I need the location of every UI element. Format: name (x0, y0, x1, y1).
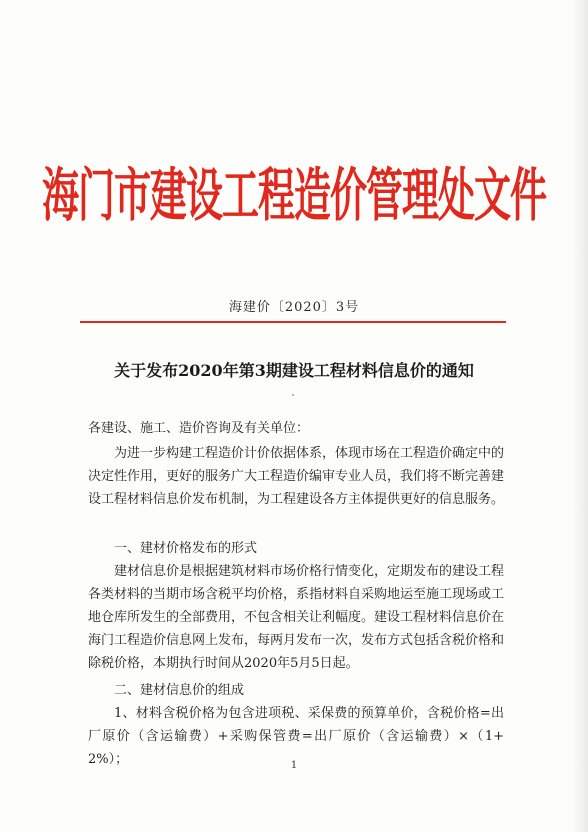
paragraph-price-form: 建材信息价是根据建筑材料市场价格行情变化，定期发布的建设工程各类材料的当期市场含税平均价格，系指材料自采购地运至施工现场或工地仓库所发生的全部费用，不包含相关让利幅度。建设工程材料信息价在海门工程造价信息网上发布，每两月发布一次，发布方式包括含税价格和除税价格，本期执行时间从2020年5月5日起。 (88, 564, 505, 671)
salutation: 各建设、施工、造价咨询及有关单位： (88, 421, 310, 436)
notice-title: 关于发布2020年第3期建设工程材料信息价的通知 (114, 361, 474, 380)
section-heading-price-form: 一、建材价格发布的形式 (114, 541, 258, 556)
section-heading-price-composition: 二、建材信息价的组成 (114, 683, 245, 698)
document-number: 海建价〔2020〕3号 (228, 300, 360, 315)
scan-speck (292, 394, 294, 396)
paragraph-price-composition: 1、材料含税价格为包含进项税、采保费的预算单价，含税价格=出厂原价（含运输费）+采购保管费=出厂原价（含运输费）×（1+2%）； (88, 706, 504, 767)
header-red-divider (80, 321, 506, 323)
paragraph-intro: 为进一步构建工程造价计价依据体系，体现市场在工程造价确定中的决定性作用，更好的服务广大工程造价编审专业人员，我们将不断完善建设工程材料信息价发布机制，为工程建设各方主体提供更好的信息服务。 (88, 446, 505, 507)
page-number: 1 (290, 760, 298, 771)
document-header-title: 海门市建设工程造价管理处文件 (42, 160, 546, 230)
